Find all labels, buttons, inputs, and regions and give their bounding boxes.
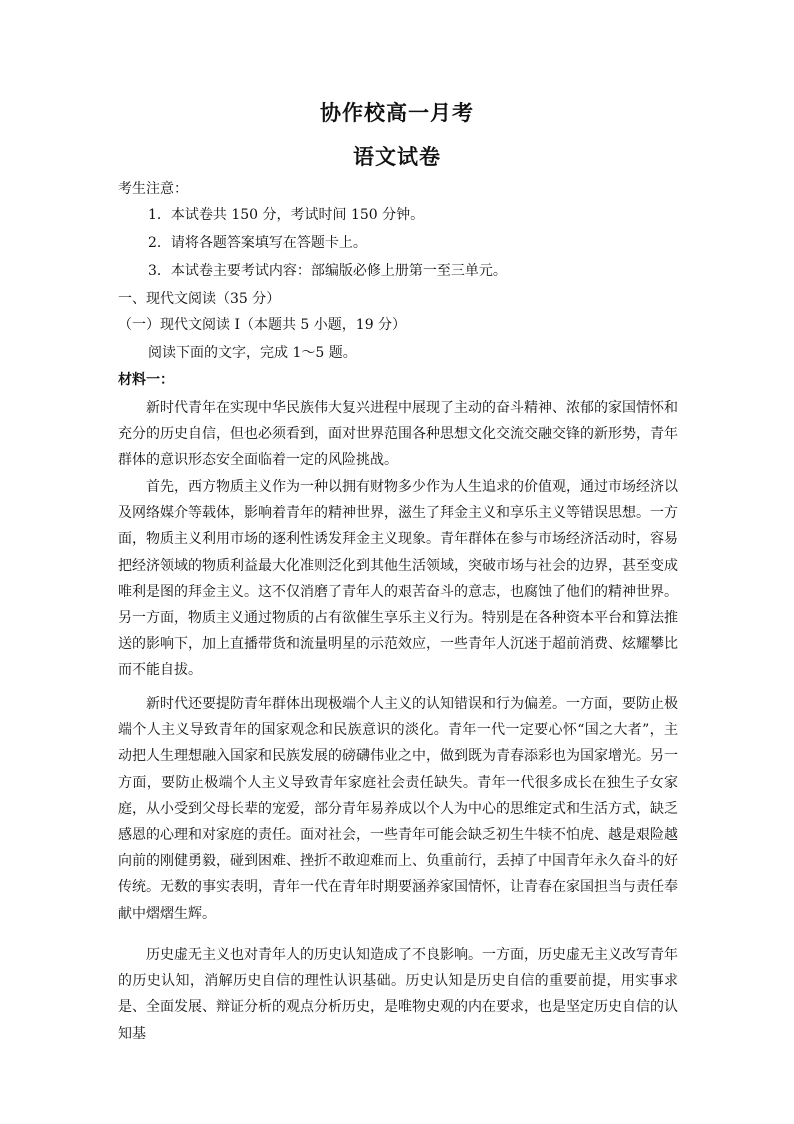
article-paragraph: 历史虚无主义也对青年人的历史认知造成了不良影响。一方面，历史虚无主义改写青年的历史认知，消解历史自信的理性认识基础。历史认知是历史自信的重要前提，用实事求是、全面发展、辩证分析的观点分析历史，是唯物史观的内在要求，也是坚定历史自信的认知基 bbox=[118, 947, 678, 1042]
exam-title: 协作校高一月考 bbox=[320, 100, 474, 125]
subsection-heading: （一）现代文阅读 I（本题共 5 小题，19 分） bbox=[118, 317, 407, 333]
exam-subtitle: 语文试卷 bbox=[353, 144, 441, 169]
reading-instruction: 阅读下面的文字，完成 1～5 题。 bbox=[148, 345, 357, 361]
article-paragraph: 首先，西方物质主义作为一种以拥有财物多少作为人生追求的价值观，通过市场经济以及网络媒介等载体，影响着青年的精神世界，滋生了拜金主义和享乐主义等错误思想。一方面，物质主义利用市场的逐利性诱发拜金主义现象。青年群体在参与市场经济活动时，容易把经济领域的物质利益最大化准则泛化到其他生活领域，突破市场与社会的边界，甚至变成唯利是图的拜金主义。这不仅消磨了青年人的艰苦奋斗的意志，也腐蚀了他们的精神世界。另一方面，物质主义通过物质的占有欲催生享乐主义行为。特别是在各种资本平台和算法推送的影响下，加上直播带货和流量明星的示范效应，一些青年人沉迷于超前消费、炫耀攀比而不能自拔。 bbox=[118, 479, 678, 679]
notice-item: 2．请将各题答案填写在答题卡上。 bbox=[148, 235, 367, 251]
material-label: 材料一： bbox=[118, 372, 174, 388]
notice-heading: 考生注意： bbox=[118, 181, 188, 197]
article-paragraph: 新时代青年在实现中华民族伟大复兴进程中展现了主动的奋斗精神、浓郁的家国情怀和充分的历史自信，但也必须看到，面对世界范围各种思想文化交流交融交锋的新形势，青年群体的意识形态安全面临着一定的风险挑战。 bbox=[118, 400, 678, 469]
notice-item: 3．本试卷主要考试内容：部编版必修上册第一至三单元。 bbox=[148, 263, 507, 279]
notice-item: 1．本试卷共 150 分，考试时间 150 分钟。 bbox=[148, 207, 425, 223]
article-paragraph: 新时代还要提防青年群体出现极端个人主义的认知错误和行为偏差。一方面，要防止极端个人主义导致青年的国家观念和民族意识的淡化。青年一代一定要心怀“国之大者”，主动把人生理想融入国家和民族发展的磅礴伟业之中，做到既为青春添彩也为国家增光。另一方面，要防止极端个人主义导致青年家庭社会责任缺失。青年一代很多成长在独生子女家庭，从小受到父母长辈的宠爱，部分青年易养成以个人为中心的思维定式和生活方式，缺乏感恩的心理和对家庭的责任。面对社会，一些青年可能会缺乏初生牛犊不怕虎、越是艰险越向前的刚健勇毅，碰到困难、挫折不敢迎难而上、负重前行，丢掉了中国青年永久奋斗的好传统。无数的事实表明，青年一代在青年时期要涵养家国情怀，让青春在家国担当与责任奉献中熠熠生辉。 bbox=[118, 696, 678, 922]
section-heading: 一、现代文阅读（35 分） bbox=[118, 291, 281, 307]
